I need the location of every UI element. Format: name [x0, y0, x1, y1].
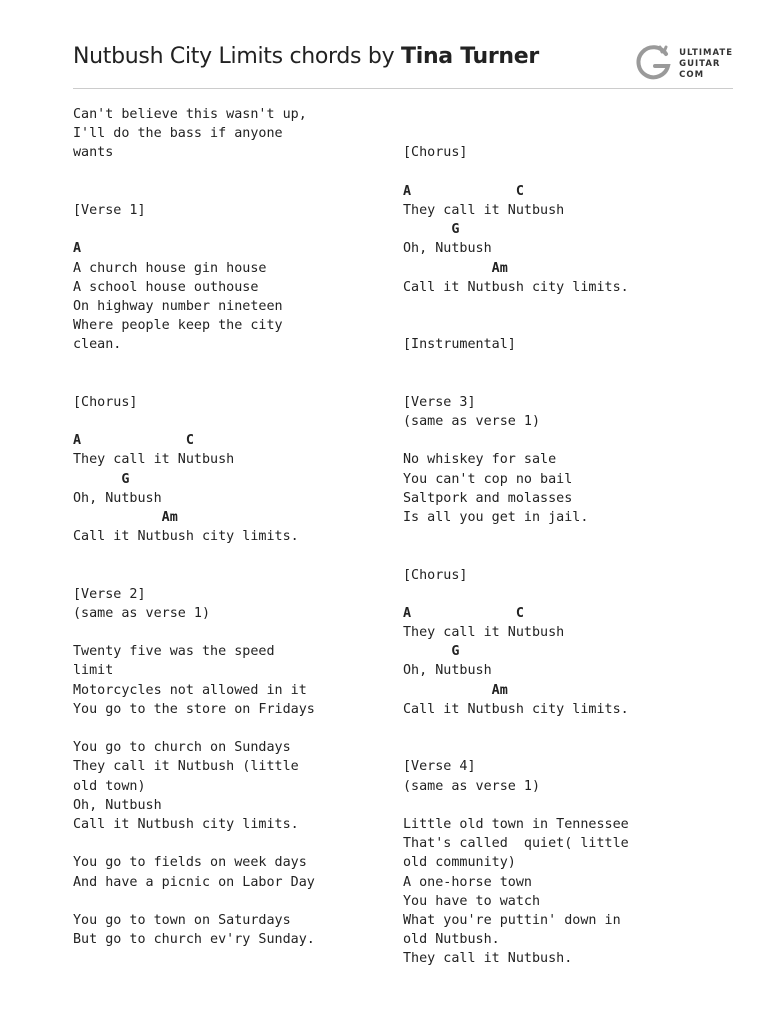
page-header: [73, 44, 733, 88]
artist-name: Tina Turner: [401, 44, 539, 69]
lyric-line: You go to fields on week days: [73, 855, 307, 871]
lyric-line: Saltpork and molasses: [403, 490, 573, 506]
lyric-line: They call it Nutbush: [403, 202, 565, 218]
lyric-line: wants: [73, 145, 114, 161]
lyric-line: Is all you get in jail.: [403, 509, 589, 525]
lyric-line: Oh, Nutbush: [403, 241, 492, 257]
right-column: [403, 143, 733, 968]
ultimate-guitar-logo[interactable]: [633, 44, 733, 84]
chord-line: A C: [403, 183, 524, 199]
chord-line: G: [403, 222, 460, 238]
blank-line: [403, 738, 733, 757]
lyric-line: On highway number nineteen: [73, 298, 283, 314]
blank-line: [403, 354, 733, 373]
lyric-line: Can't believe this wasn't up,: [73, 107, 307, 122]
lyric-line: Oh, Nutbush: [73, 490, 162, 506]
lyric-line: You have to watch: [403, 893, 541, 909]
lyric-line: Oh, Nutbush: [73, 797, 162, 813]
lyric-line: But go to church ev'ry Sunday.: [73, 932, 315, 948]
blank-line: [403, 297, 733, 316]
lyric-line: They call it Nutbush (little: [73, 759, 299, 775]
chord-line: A C: [73, 433, 194, 449]
blank-line: [73, 354, 393, 373]
lyric-line: You go to town on Saturdays: [73, 912, 291, 928]
lyric-line: And have a picnic on Labor Day: [73, 874, 315, 890]
chord-line: Am: [73, 509, 178, 525]
lyric-line: A one-horse town: [403, 874, 532, 890]
blank-line: [403, 374, 733, 393]
blank-line: [73, 623, 393, 642]
logo-wordmark: [679, 48, 733, 81]
blank-line: [403, 527, 733, 546]
blank-line: [73, 892, 393, 911]
lyric-line: You go to church on Sundays: [73, 740, 291, 756]
lyric-line: They call it Nutbush: [403, 625, 565, 641]
section-label: [Instrumental]: [403, 337, 516, 353]
section-label: [Verse 4]: [403, 759, 476, 775]
lyric-line: (same as verse 1): [73, 605, 211, 621]
blank-line: [403, 316, 733, 335]
blank-line: [73, 182, 393, 201]
blank-line: [73, 163, 393, 182]
section-label: [Chorus]: [73, 394, 138, 410]
lyric-line: No whiskey for sale: [403, 452, 557, 468]
section-label: [Verse 2]: [73, 586, 146, 602]
blank-line: [403, 719, 733, 738]
lyric-line: That's called quiet( little: [403, 836, 629, 852]
lyric-line: Call it Nutbush city limits.: [73, 816, 299, 832]
lyric-line: Call it Nutbush city limits.: [73, 529, 299, 545]
lyric-line: (same as verse 1): [403, 778, 541, 794]
lyric-line: Little old town in Tennessee: [403, 816, 629, 832]
blank-line: [403, 796, 733, 815]
lyric-line: A school house outhouse: [73, 279, 259, 295]
lyric-line: Where people keep the city: [73, 318, 283, 334]
blank-line: [73, 374, 393, 393]
chord-line: A: [73, 241, 82, 257]
lyric-line: old community): [403, 855, 516, 871]
lyric-line: Motorcycles not allowed in it: [73, 682, 307, 698]
chord-line: Am: [403, 260, 508, 276]
blank-line: [73, 834, 393, 853]
chord-line: Am: [403, 682, 508, 698]
blank-line: [73, 412, 393, 431]
lyric-line: You go to the store on Fridays: [73, 701, 315, 717]
lyric-line: old Nutbush.: [403, 932, 500, 948]
blank-line: [73, 220, 393, 239]
lyric-line: clean.: [73, 337, 122, 353]
ultimate-guitar-logo-icon: [633, 44, 673, 84]
blank-line: [403, 163, 733, 182]
lyric-line: Call it Nutbush city limits.: [403, 279, 629, 295]
chord-line: A C: [403, 605, 524, 621]
section-label: [Verse 3]: [403, 394, 476, 410]
left-column: [73, 105, 393, 949]
lyric-line: They call it Nutbush: [73, 452, 235, 468]
lyric-line: Oh, Nutbush: [403, 663, 492, 679]
lyric-line: I'll do the bass if anyone: [73, 126, 283, 142]
chord-line: G: [73, 471, 130, 487]
section-label: [Verse 1]: [73, 202, 146, 218]
blank-line: [403, 585, 733, 604]
logo-line-1: ULTIMATE: [679, 47, 733, 58]
page-title: [73, 44, 539, 69]
lyric-line: They call it Nutbush.: [403, 951, 573, 967]
lyric-line: What you're puttin' down in: [403, 912, 621, 928]
blank-line: [403, 431, 733, 450]
lyric-line: limit: [73, 663, 114, 679]
lyric-line: Twenty five was the speed: [73, 644, 275, 660]
lyric-line: You can't cop no bail: [403, 471, 573, 487]
blank-line: [73, 546, 393, 565]
section-label: [Chorus]: [403, 567, 468, 583]
blank-line: [73, 566, 393, 585]
logo-line-3: COM: [679, 69, 705, 80]
chord-line: G: [403, 644, 460, 660]
song-title: Nutbush City Limits chords by: [73, 44, 401, 69]
blank-line: [73, 719, 393, 738]
blank-line: [403, 546, 733, 565]
lyric-line: (same as verse 1): [403, 414, 541, 430]
lyric-line: A church house gin house: [73, 260, 267, 276]
header-divider: [73, 88, 733, 89]
logo-line-2: GUITAR: [679, 58, 721, 69]
lyric-line: Call it Nutbush city limits.: [403, 701, 629, 717]
section-label: [Chorus]: [403, 145, 468, 161]
lyric-line: old town): [73, 778, 146, 794]
